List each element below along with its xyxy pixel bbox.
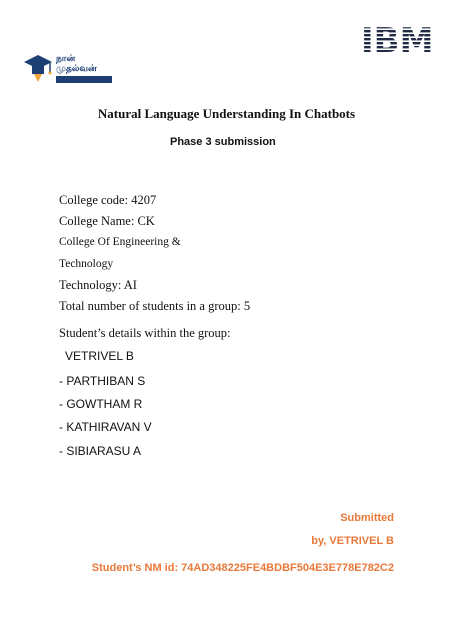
student-item: - GOWTHAM R xyxy=(59,397,143,411)
ibm-logo-text: IBM xyxy=(361,22,433,54)
ibm-logo xyxy=(361,22,433,54)
college-code: College code: 4207 xyxy=(59,193,157,207)
left-logo-text: நான் முதல்வன் xyxy=(56,54,97,74)
college-name-line2: College Of Engineering & xyxy=(59,236,181,248)
submitted-label: Submitted xyxy=(340,512,394,524)
student-item: - PARTHIBAN S xyxy=(59,374,146,388)
college-name: College Name: CK xyxy=(59,214,155,228)
student-item: VETRIVEL B xyxy=(65,349,134,363)
student-item: - SIBIARASU A xyxy=(59,444,142,458)
technology: Technology: AI xyxy=(59,278,137,292)
submitted-by: by, VETRIVEL B xyxy=(311,535,394,547)
document-title: Natural Language Understanding In Chatbots xyxy=(97,106,356,121)
naan-mudhalvan-logo xyxy=(22,52,114,86)
college-name-line3: Technology xyxy=(59,258,114,270)
students-heading: Student’s details within the group: xyxy=(59,326,231,340)
student-nm-id: Student’s NM id: 74AD348225FE4BDBF504E3E778E782C2 xyxy=(91,562,394,574)
group-size: Total number of students in a group: 5 xyxy=(59,299,251,313)
document-subtitle: Phase 3 submission xyxy=(170,136,276,148)
student-item: - KATHIRAVAN V xyxy=(59,420,152,434)
